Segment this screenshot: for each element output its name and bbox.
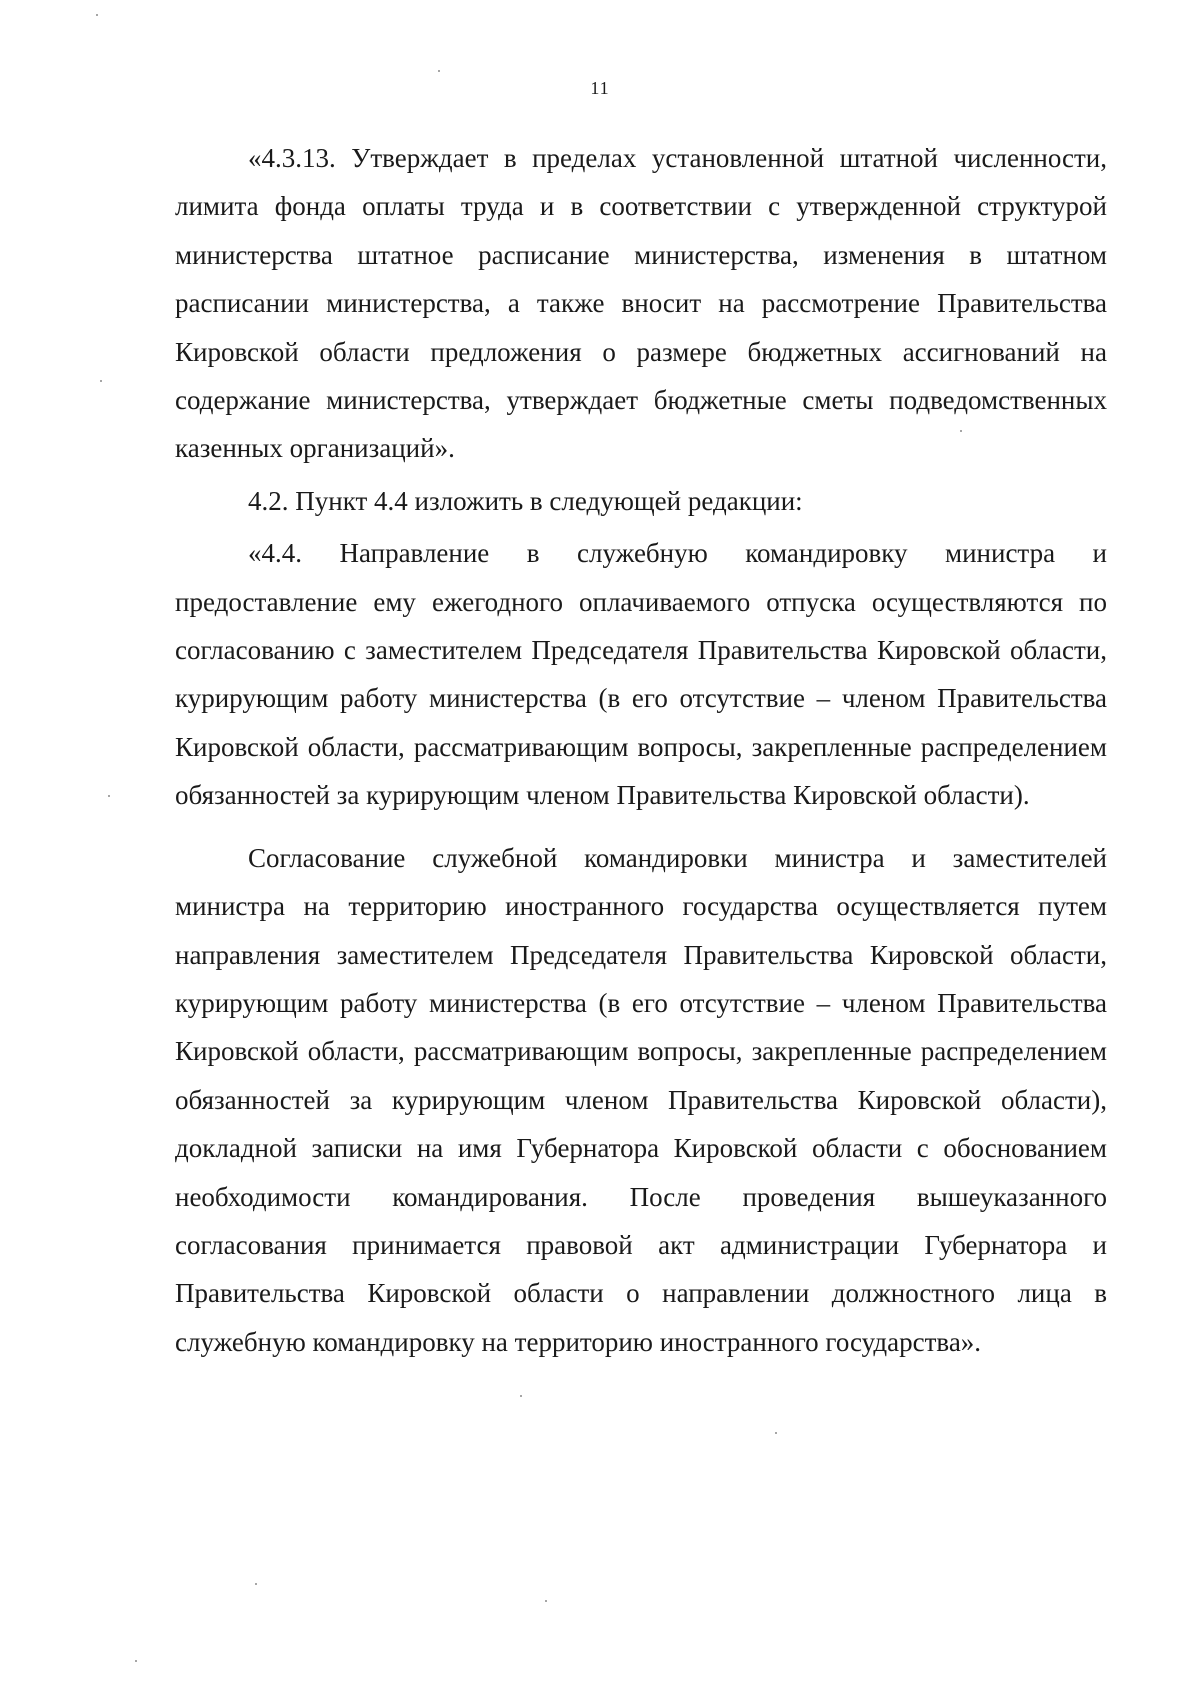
page-number: 11: [590, 78, 610, 98]
scan-speck: [520, 1395, 522, 1397]
scan-speck: [545, 1600, 547, 1602]
scan-speck: [255, 1583, 257, 1585]
scan-speck: [960, 430, 962, 432]
scan-speck: [135, 1660, 137, 1662]
paragraph-4-4: «4.4. Направление в служебную командировку министра и предоставление ему ежегодного оплачиваемого отпуска осуществляются по согласованию с заместителем Председателя Правительства Кировской области, курирующим работу министерства (в его отсутствие – членом Правительства Кировской области, рассматривающим вопросы, закрепленные распределением обязанностей за курирующим членом Правительства Кировской области).: [175, 538, 1107, 811]
scan-speck: [438, 70, 440, 72]
document-body: [175, 134, 1107, 1366]
paragraph-4-2-amendment: 4.2. Пункт 4.4 изложить в следующей редакции:: [248, 485, 803, 516]
scan-speck: [108, 795, 110, 797]
paragraph-4-3-13: «4.3.13. Утверждает в пределах установленной штатной численности, лимита фонда оплаты труда и в соответствии с утвержденной структурой министерства штатное расписание министерства, изменения в штатном расписании министерства, а также вносит на рассмотрение Правительства Кировской области предложения о размере бюджетных ассигнований на содержание министерства, утверждает бюджетные сметы подведомственных казенных организаций».: [175, 143, 1107, 464]
scan-speck: [100, 380, 102, 382]
scan-speck: [96, 14, 98, 16]
paragraph-foreign-trip-approval: Согласование служебной командировки министра и заместителей министра на территорию иностранного государства осуществляется путем направления заместителем Председателя Правительства Кировской области, курирующим работу министерства (в его отсутствие – членом Правительства Кировской области, рассматривающим вопросы, закрепленные распределением обязанностей за курирующим членом Правительства Кировской области), докладной записки на имя Губернатора Кировской области с обоснованием необходимости командирования. После проведения вышеуказанного согласования принимается правовой акт администрации Губернатора и Правительства Кировской области о направлении должностного лица в служебную командировку на территорию иностранного государства».: [175, 842, 1107, 1357]
scan-speck: [775, 1432, 777, 1434]
